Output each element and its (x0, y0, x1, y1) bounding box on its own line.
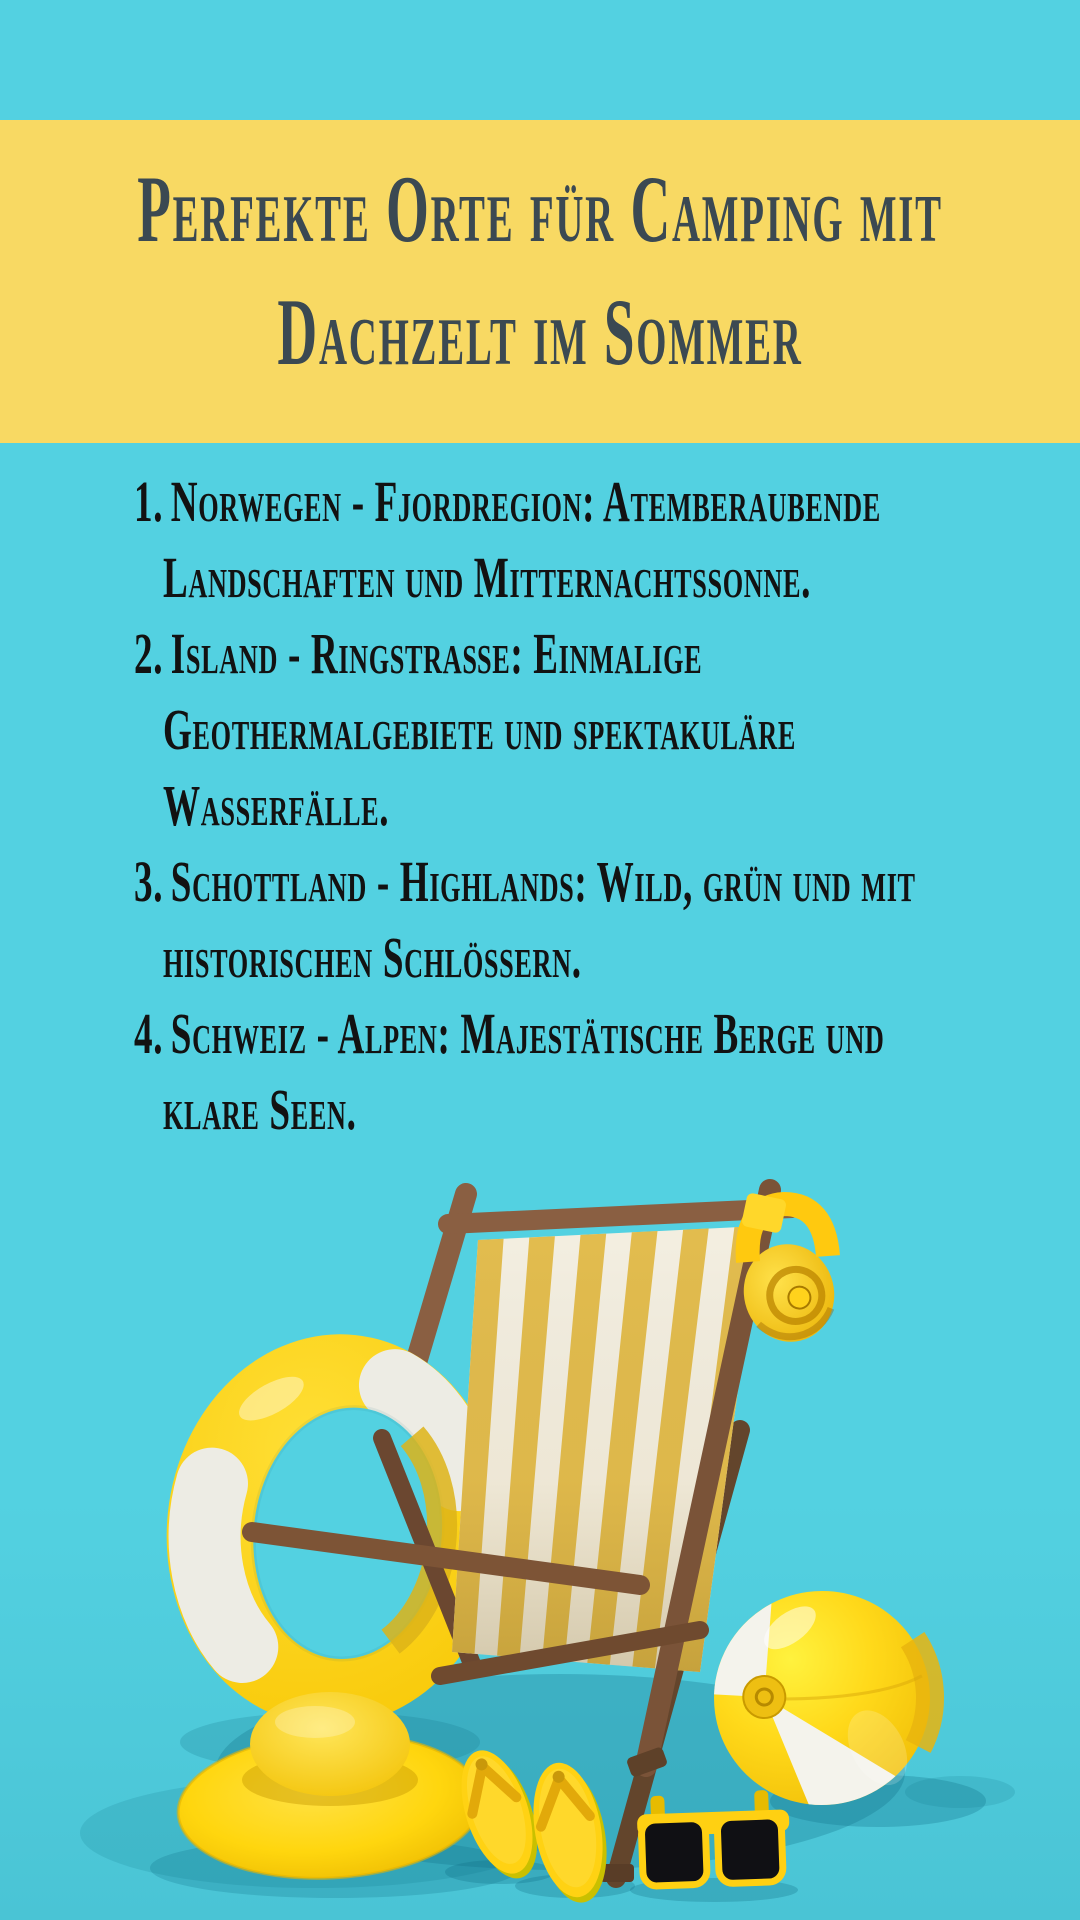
list-item-text: historischen Schlössern. (163, 925, 582, 990)
list-item-2-line-1 (0, 616, 1080, 692)
list-item-number: 3. (134, 849, 164, 914)
list-item-number: 4. (134, 1001, 164, 1066)
beach-illustration (0, 1110, 1080, 1920)
list-line-text (163, 540, 811, 616)
list-line-text (163, 920, 582, 996)
list-item-text: Schottland - Highlands: Wild, grün und mit (170, 849, 916, 914)
list-item-text: Landschaften und Mitternachtssonne. (163, 545, 812, 610)
list-item-text: Norwegen - Fjordregion: Atemberaubende (170, 469, 881, 534)
list-line-text (163, 768, 389, 844)
page-title-line1: Perfekte Orte für Camping mit (137, 156, 943, 262)
list-item-text: klare Seen. (163, 1077, 357, 1142)
list-line-text (134, 464, 881, 540)
list-item-text: Island - Ringstraße: Einmalige (170, 621, 703, 686)
list-line-text (163, 692, 796, 768)
title-banner (0, 120, 1080, 443)
list-line-text (134, 844, 916, 920)
camping-list (0, 464, 1080, 1148)
list-item-2-line-3 (0, 768, 1080, 844)
list-item-number: 2. (134, 621, 164, 686)
list-item-text: Geothermalgebiete und spektakuläre (163, 697, 796, 762)
list-item-4-line-1 (0, 996, 1080, 1072)
deck-chair-top-bar (448, 1208, 792, 1224)
list-item-text: Wasserfälle. (163, 773, 390, 838)
list-line-text (134, 996, 885, 1072)
list-item-1-line-1 (0, 464, 1080, 540)
beach-illustration-svg (0, 1110, 1080, 1920)
page-title-line2: Dachzelt im Sommer (277, 279, 803, 385)
list-item-number: 1. (134, 469, 164, 534)
list-item-3-line-2 (0, 920, 1080, 996)
list-item-3-line-1 (0, 844, 1080, 920)
list-item-text: Schweiz - Alpen: Majestätische Berge und (170, 1001, 885, 1066)
list-item-1-line-2 (0, 540, 1080, 616)
list-line-text (134, 616, 702, 692)
list-item-2-line-2 (0, 692, 1080, 768)
